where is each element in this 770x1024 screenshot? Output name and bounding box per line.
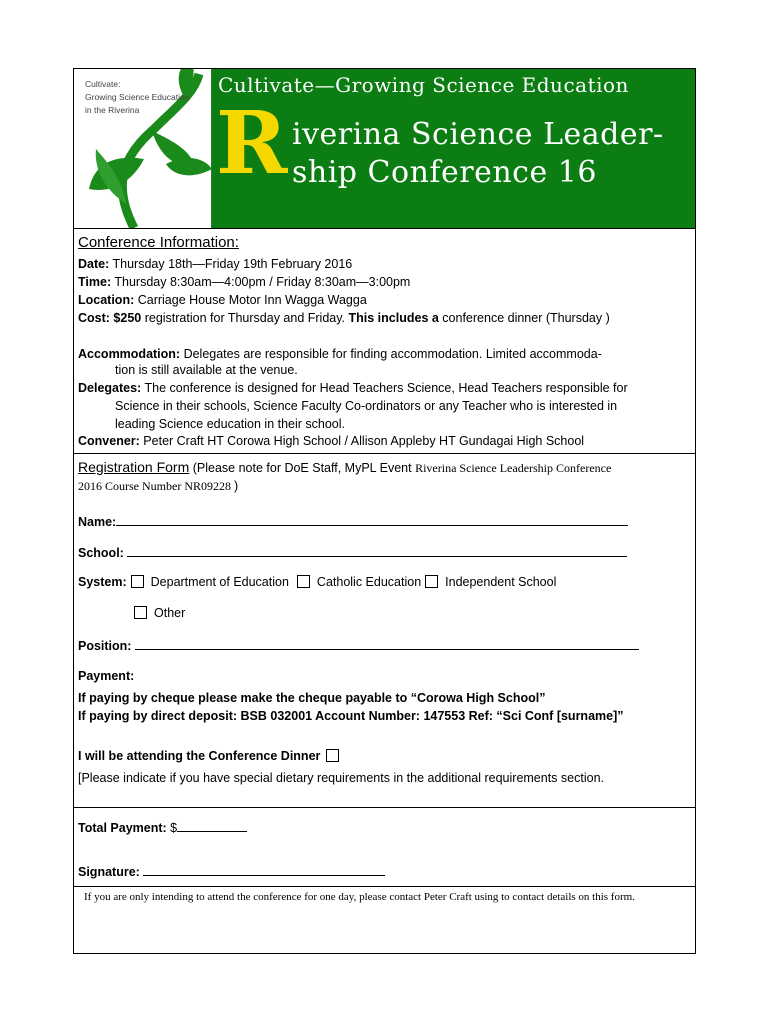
- school-field[interactable]: [127, 544, 627, 557]
- delegates-line3: leading Science education in their school.: [115, 417, 346, 431]
- logo-line3: in the Riverina: [85, 105, 140, 115]
- cost-line: Cost: $250 registration for Thursday and Friday. This includes a conference dinner (Thursday ): [78, 311, 610, 325]
- school-row: [78, 544, 627, 560]
- cheque-instructions: If paying by cheque please make the cheque payable to “Corowa High School”: [78, 691, 546, 705]
- delegates-line: Delegates: The conference is designed for Head Teachers Science, Head Teachers responsible for: [78, 381, 628, 395]
- logo-line2: Growing Science Education: [85, 92, 190, 102]
- logo: [74, 69, 212, 228]
- header-banner: [74, 69, 695, 228]
- total-row: Total Payment: $: [78, 819, 247, 835]
- accommodation-line2: tion is still available at the venue.: [115, 363, 298, 377]
- signature-row: [78, 863, 385, 879]
- system-label: System:: [78, 575, 127, 589]
- registration-heading-line: Registration Form (Please note for DoE Staff, MyPL Event Riverina Science Leadership Conference: [78, 459, 612, 475]
- conference-info-section: [74, 228, 695, 454]
- name-row: [78, 513, 628, 529]
- one-day-note: If you are only intending to attend the conference for one day, please contact Peter Craft using to contact details on this form.: [84, 891, 635, 903]
- date-line: Date: Thursday 18th—Friday 19th February 2016: [78, 257, 353, 271]
- registration-heading: Registration Form: [78, 459, 190, 475]
- title-line2: ship Conference 16: [292, 155, 597, 190]
- signature-field[interactable]: [143, 863, 385, 876]
- title-panel: [212, 69, 695, 228]
- registration-document: [73, 68, 696, 954]
- time-line: Time: Thursday 8:30am—4:00pm / Friday 8:30am—3:00pm: [78, 275, 411, 289]
- dinner-label: I will be attending the Conference Dinner: [78, 749, 321, 763]
- doe-checkbox[interactable]: [131, 575, 144, 588]
- payment-label: Payment:: [78, 669, 135, 683]
- logo-line1: Cultivate:: [85, 79, 121, 89]
- independent-checkbox[interactable]: [425, 575, 438, 588]
- catholic-checkbox[interactable]: [297, 575, 310, 588]
- position-row: [78, 637, 639, 653]
- tagline: Cultivate—Growing Science Education: [218, 73, 629, 97]
- name-label: Name:: [78, 515, 117, 529]
- other-checkbox[interactable]: [134, 606, 147, 619]
- conference-info-heading: Conference Information:: [78, 234, 239, 251]
- other-row: Other: [130, 606, 185, 620]
- signature-label: Signature:: [78, 865, 144, 879]
- position-field[interactable]: [135, 637, 639, 650]
- course-number-line: 2016 Course Number NR09228 ): [78, 479, 239, 493]
- registration-form-section: [74, 455, 695, 807]
- title-line1: iverina Science Leader-: [292, 117, 664, 152]
- total-field[interactable]: [177, 819, 247, 832]
- convener-line: Convener: Peter Craft HT Corowa High School / Allison Appleby HT Gundagai High School: [78, 434, 585, 448]
- accommodation-line: Accommodation: Delegates are responsible for finding accommodation. Limited accommoda-: [78, 347, 602, 361]
- system-row: System: Department of Education Catholic Education Independent School: [78, 575, 557, 589]
- total-label: Total Payment:: [78, 821, 171, 835]
- name-field[interactable]: [116, 513, 628, 526]
- dinner-row: [78, 749, 346, 763]
- dinner-checkbox[interactable]: [326, 749, 339, 762]
- delegates-line2: Science in their schools, Science Faculty Co-ordinators or any Teacher who is interested in: [115, 399, 618, 413]
- position-label: Position:: [78, 639, 135, 653]
- dietary-note: [Please indicate if you have special dietary requirements in the additional requirements section.: [78, 771, 604, 785]
- school-label: School:: [78, 546, 128, 560]
- payment-signature-section: [74, 807, 695, 887]
- title-initial: R: [216, 93, 288, 194]
- deposit-instructions: If paying by direct deposit: BSB 032001 Account Number: 147553 Ref: “Sci Conf [surname]”: [78, 709, 624, 723]
- location-line: Location: Carriage House Motor Inn Wagga Wagga: [78, 293, 367, 307]
